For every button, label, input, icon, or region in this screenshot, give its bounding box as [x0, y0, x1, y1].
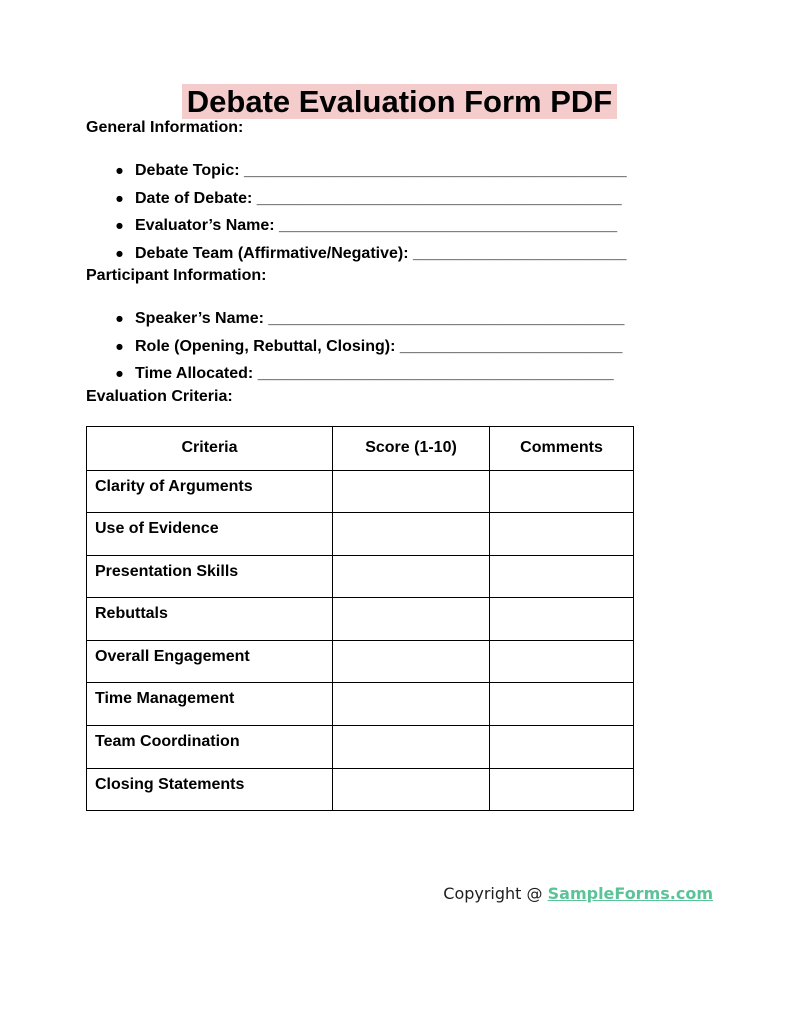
fill-in-line: ________________________________________: [253, 365, 614, 382]
evaluation-criteria-table: [86, 426, 634, 812]
criteria-cell: Team Coordination: [87, 726, 333, 769]
score-cell: [333, 683, 490, 726]
form-field-time-allocated: [86, 360, 713, 388]
comments-cell: [490, 555, 634, 598]
field-label: Evaluator’s Name:: [135, 217, 275, 234]
score-cell: [333, 513, 490, 556]
form-field-speaker-name: [86, 305, 713, 333]
fill-in-line: ______________________________________: [274, 217, 618, 234]
sampleforms-link[interactable]: SampleForms.com: [547, 884, 713, 904]
table-header-comments: Comments: [490, 426, 634, 470]
table-row: [87, 470, 634, 513]
comments-cell: [490, 513, 634, 556]
criteria-cell: Time Management: [87, 683, 333, 726]
comments-cell: [490, 640, 634, 683]
form-field-evaluator-name: [86, 212, 713, 240]
section-heading-general-information: General Information:: [86, 119, 244, 136]
fill-in-line: ________________________: [408, 244, 627, 262]
page-footer: [86, 884, 713, 903]
fill-in-line: ___________________________________________: [239, 162, 627, 179]
field-label: Role (Opening, Rebuttal, Closing):: [135, 337, 396, 355]
form-field-date-of-debate: [86, 185, 713, 213]
section-heading-participant-information: Participant Information:: [86, 267, 267, 284]
comments-cell: [490, 768, 634, 811]
field-label: Debate Team (Affirmative/Negative):: [135, 244, 409, 262]
score-cell: [333, 726, 490, 769]
page-title: Debate Evaluation Form PDF: [182, 84, 617, 119]
table-row: [87, 683, 634, 726]
copyright-text: Copyright @: [443, 884, 543, 904]
criteria-cell: Use of Evidence: [87, 513, 333, 556]
general-info-list: [86, 157, 713, 267]
fill-in-line: _________________________: [395, 337, 623, 355]
comments-cell: [490, 726, 634, 769]
score-cell: [333, 640, 490, 683]
comments-cell: [490, 470, 634, 513]
criteria-cell: Closing Statements: [87, 768, 333, 811]
fill-in-line: _________________________________________: [252, 189, 622, 207]
score-cell: [333, 598, 490, 641]
fill-in-line: ________________________________________: [263, 310, 625, 327]
table-row: [87, 726, 634, 769]
score-cell: [333, 470, 490, 513]
comments-cell: [490, 598, 634, 641]
field-label: Time Allocated:: [135, 365, 254, 382]
field-label: Date of Debate:: [135, 189, 253, 207]
comments-cell: [490, 683, 634, 726]
table-header-criteria: Criteria: [87, 426, 333, 470]
form-field-debate-topic: [86, 157, 713, 185]
table-row: [87, 555, 634, 598]
table-row: [87, 640, 634, 683]
criteria-cell: Presentation Skills: [87, 555, 333, 598]
table-header-row: [87, 426, 634, 470]
form-field-role: [86, 333, 713, 361]
criteria-cell: Rebuttals: [87, 598, 333, 641]
title-row: [86, 84, 713, 119]
participant-info-list: [86, 305, 713, 388]
form-field-debate-team: [86, 240, 713, 268]
score-cell: [333, 768, 490, 811]
table-header-score: Score (1-10): [333, 426, 490, 470]
section-heading-evaluation-criteria: Evaluation Criteria:: [86, 387, 233, 405]
field-label: Speaker’s Name:: [135, 310, 264, 327]
field-label: Debate Topic:: [135, 162, 240, 179]
table-row: [87, 513, 634, 556]
table-row: [87, 768, 634, 811]
criteria-cell: Clarity of Arguments: [87, 470, 333, 513]
table-row: [87, 598, 634, 641]
criteria-cell: Overall Engagement: [87, 640, 333, 683]
score-cell: [333, 555, 490, 598]
